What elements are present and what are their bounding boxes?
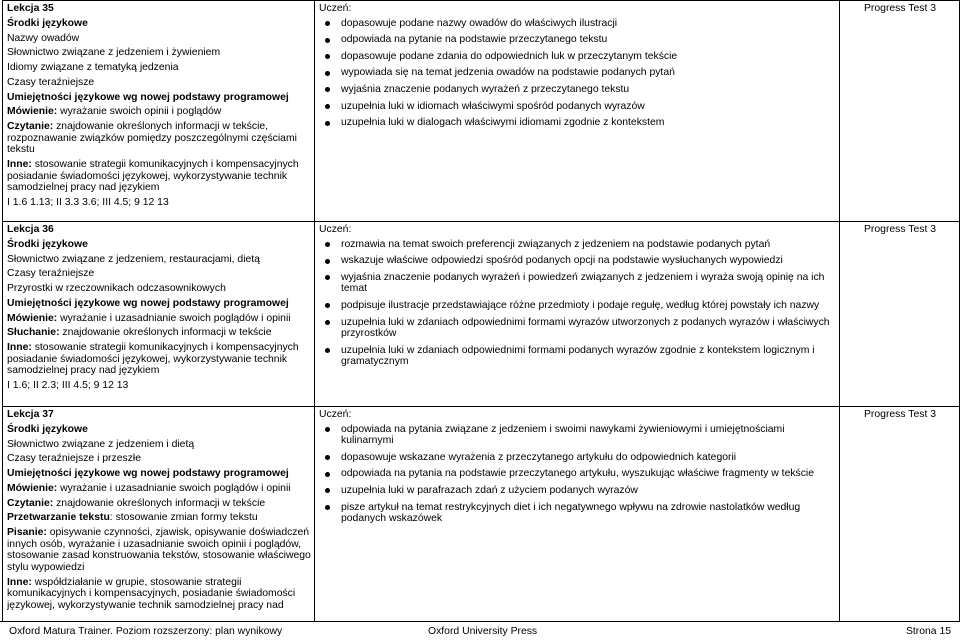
section-heading: Środki językowe [7, 423, 88, 435]
skill-label: Pisanie: [7, 527, 47, 539]
footer-page-number: Strona 15 [905, 626, 951, 637]
lesson-plan-table [2, 0, 960, 622]
objective-item: podpisuje ilustracje przedstawiające różne przedmioty i podaje regułę, według której powstały ich nazwy [319, 300, 836, 312]
objective-item: pisze artykuł na temat restrykcyjnych diet i ich negatywnego wpływu na zdrowie nastolatków według podanych wskazówek [319, 502, 836, 525]
content-line: Przyrostki w rzeczownikach odczasownikowych [7, 283, 226, 295]
skill-label: Mówienie: [7, 106, 58, 118]
objectives-list [319, 424, 836, 525]
section-heading: Umiejętności językowe wg nowej podstawy programowej [7, 297, 289, 309]
objective-item: dopasowuje wskazane wyrażenia z przeczytanego artykułu do odpowiednich kategorii [319, 452, 836, 464]
objective-item: wskazuje właściwe odpowiedzi spośród podanych opcji na podstawie wysłuchanych wypowiedzi [319, 255, 836, 267]
objective-item: rozmawia na temat swoich preferencji związanych z jedzeniem na podstawie podanych pytań [319, 239, 836, 251]
footer-publisher: Oxford University Press [428, 626, 538, 637]
skill-label: Inne: [7, 576, 32, 588]
skill-label: Czytanie: [7, 121, 54, 133]
objective-item: odpowiada na pytania związane z jedzeniem i swoimi nawykami żywieniowymi i umiejętnościami kulinarnymi [319, 424, 836, 447]
section-heading: Środki językowe [7, 17, 88, 29]
content-line: Słownictwo związane z jedzeniem i dietą [7, 438, 195, 450]
skill-description: znajdowanie określonych informacji w tekście [53, 497, 266, 509]
student-label: Uczeń: [319, 3, 352, 14]
objective-item: uzupełnia luki w zdaniach odpowiednimi formami wyrazów utworzonych z podanych wyrazów i właściwych przyrostków [319, 317, 836, 340]
objective-item: uzupełnia luki w dialogach właściwymi idiomami zgodnie z kontekstem [319, 117, 836, 129]
skill-description: wyrażanie swoich opinii i poglądów [57, 106, 222, 118]
objective-item: wypowiada się na temat jedzenia owadów na podstawie podanych pytań [319, 67, 836, 79]
skill-description: : stosowanie zmian formy tekstu [109, 512, 258, 524]
content-line: Słownictwo związane z jedzeniem i żywieniem [7, 47, 221, 59]
student-label: Uczeń: [319, 409, 352, 420]
section-heading: Umiejętności językowe wg nowej podstawy programowej [7, 91, 289, 103]
progress-test-cell: Progress Test 3 [840, 407, 960, 622]
content-line: Idiomy związane z tematyką jedzenia [7, 62, 179, 74]
lesson-row [3, 222, 960, 407]
content-line: I 1.6 1.13; II 3.3 3.6; III 4.5; 9 12 13 [7, 197, 169, 209]
objectives-cell [315, 1, 840, 222]
skill-description: opisywanie czynności, zjawisk, opisywanie doświadczeń innych osób, wyrażanie i uzasadnianie swoich opinii i poglądów, stosowanie zasad konstruowania tekstów, stosowanie właściwego stylu wypowiedzi [7, 527, 311, 574]
objective-item: wyjaśnia znaczenie podanych wyrażeń z przeczytanego tekstu [319, 84, 836, 96]
objective-item: dopasowuje podane zdania do odpowiednich luk w przeczytanym tekście [319, 51, 836, 63]
content-line: Czasy teraźniejsze [7, 268, 95, 280]
skill-description: współdziałanie w grupie, stosowanie strategii komunikacyjnych i kompensacyjnych, posiadanie świadomości językowej, wykorzystywanie technik samodzielnej pracy nad [7, 576, 296, 611]
objectives-list [319, 239, 836, 368]
footer-title: Oxford Matura Trainer. Poziom rozszerzony: plan wynikowy [9, 626, 283, 637]
progress-test-cell: Progress Test 3 [840, 222, 960, 407]
content-line: Czasy teraźniejsze [7, 76, 95, 88]
content-line: Słownictwo związane z jedzeniem, restauracjami, dietą [7, 253, 260, 265]
lesson-content-cell [3, 407, 315, 622]
skill-label: Inne: [7, 159, 32, 171]
section-heading: Umiejętności językowe wg nowej podstawy programowej [7, 468, 289, 480]
content-line [7, 342, 311, 377]
content-line: I 1.6; II 2.3; III 4.5; 9 12 13 [7, 380, 129, 392]
section-heading: Lekcja 37 [7, 409, 54, 420]
objective-item: odpowiada na pytanie na podstawie przeczytanego tekstu [319, 34, 836, 46]
lesson-row [3, 407, 960, 622]
page-footer [0, 621, 960, 640]
objectives-cell [315, 222, 840, 407]
content-line [7, 512, 311, 524]
skill-description: wyrażanie i uzasadnianie swoich poglądów i opinii [57, 312, 291, 324]
skill-description: znajdowanie określonych informacji w tekście, rozpoznawanie związków pomiędzy poszczególnymi częściami tekstu [7, 121, 297, 156]
content-line [7, 121, 311, 156]
content-line [7, 106, 311, 118]
objective-item: wyjaśnia znaczenie podanych wyrażeń i powiedzeń związanych z jedzeniem i wyraża swoją opinię na ich temat [319, 272, 836, 295]
objective-item: uzupełnia luki w parafrazach zdań z użyciem podanych wyrazów [319, 485, 836, 497]
content-line [7, 483, 311, 495]
objective-item: dopasowuje podane nazwy owadów do właściwych ilustracji [319, 18, 836, 30]
progress-test-cell: Progress Test 3 [840, 1, 960, 222]
skill-description: stosowanie strategii komunikacyjnych i kompensacyjnych posiadanie świadomości językowej, wykorzystywanie technik samodzielnej pracy nad językiem [7, 342, 299, 377]
student-label: Uczeń: [319, 224, 352, 235]
lesson-content-cell [3, 1, 315, 222]
content-line [7, 498, 311, 510]
section-heading: Lekcja 35 [7, 3, 54, 14]
content-line: Czasy teraźniejsze i przeszłe [7, 453, 141, 465]
section-heading: Środki językowe [7, 238, 88, 250]
content-line [7, 527, 311, 573]
content-line [7, 577, 311, 612]
skill-label: Słuchanie: [7, 327, 60, 339]
skill-description: znajdowanie określonych informacji w tekście [59, 327, 272, 339]
content-line [7, 313, 311, 325]
skill-description: wyrażanie i uzasadnianie swoich poglądów i opinii [57, 482, 291, 494]
content-line [7, 159, 311, 194]
objective-item: odpowiada na pytania na podstawie przeczytanego artykułu, wyszukując właściwe fragmenty w tekście [319, 468, 836, 480]
skill-label: Inne: [7, 342, 32, 354]
skill-label: Przetwarzanie tekstu [7, 512, 110, 524]
objectives-list [319, 18, 836, 129]
content-line: Nazwy owadów [7, 32, 80, 44]
lesson-row [3, 1, 960, 222]
section-heading: Lekcja 36 [7, 224, 54, 235]
skill-description: stosowanie strategii komunikacyjnych i kompensacyjnych posiadanie świadomości językowej, wykorzystywanie technik samodzielnej pracy nad językiem [7, 159, 299, 194]
objective-item: uzupełnia luki w zdaniach odpowiednimi formami podanych wyrazów zgodnie z kontekstem logicznym i gramatycznym [319, 345, 836, 368]
objective-item: uzupełnia luki w idiomach właściwymi spośród podanych wyrazów [319, 101, 836, 113]
skill-label: Mówienie: [7, 312, 58, 324]
objectives-cell [315, 407, 840, 622]
skill-label: Czytanie: [7, 497, 54, 509]
skill-label: Mówienie: [7, 482, 58, 494]
content-line [7, 327, 311, 339]
lesson-content-cell [3, 222, 315, 407]
